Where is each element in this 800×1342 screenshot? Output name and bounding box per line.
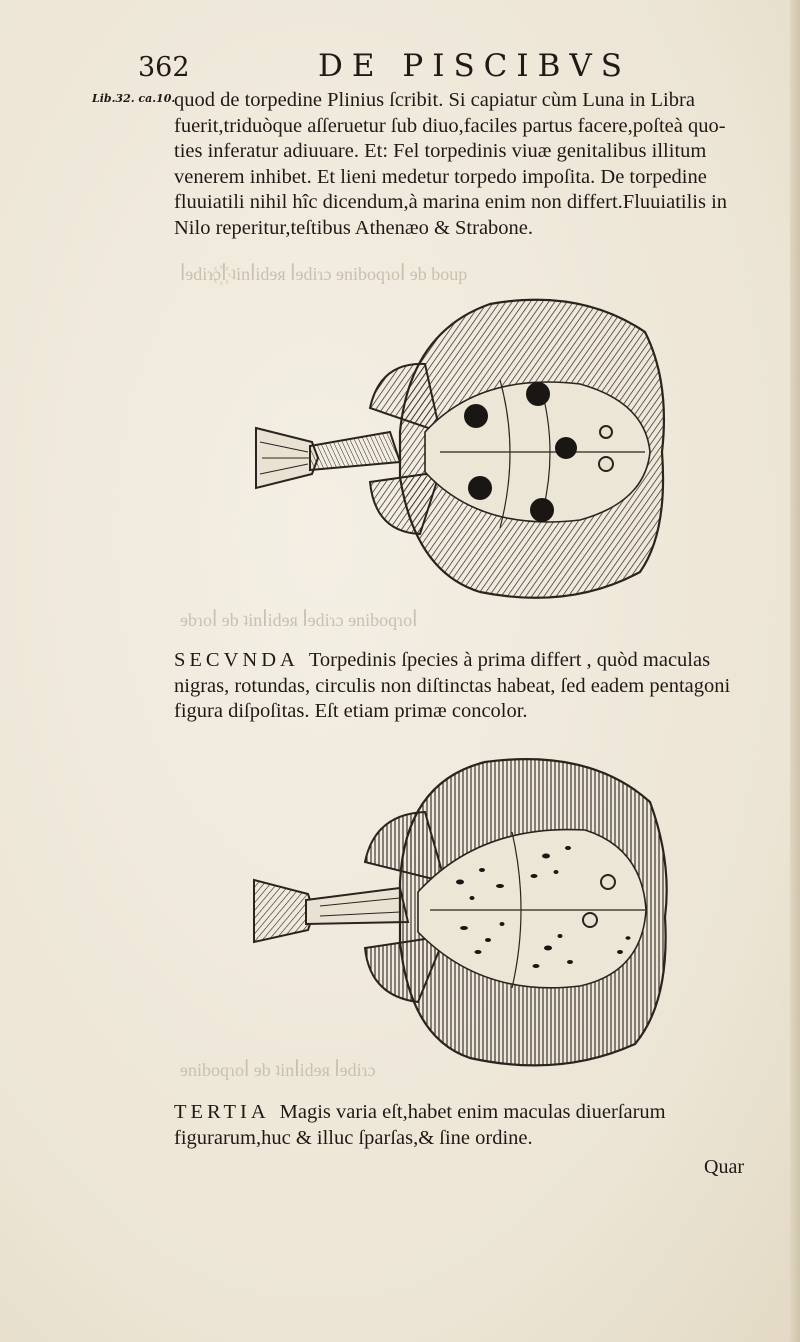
species-lead-tertia: TERTIA xyxy=(174,1101,270,1123)
margin-note: Lib.32. ca.10. xyxy=(92,92,176,105)
spot xyxy=(464,404,488,428)
woodcut-torpedo-secunda xyxy=(250,292,670,604)
paragraph-secunda xyxy=(174,648,764,725)
text-line: Nilo reperitur,teſtibus Athenæo & Strabone. xyxy=(174,216,534,239)
page-number: 362 xyxy=(138,52,190,83)
species-description: Torpedinis ſpecies à prima differt , quòd maculas nigras, rotundas, circulis non diſtinctas habeat, ſed eadem pentagoni figura diſpoſitas. Eſt etiam primæ concolor. xyxy=(174,649,731,722)
spot xyxy=(468,476,492,500)
text-line: ties inferatur adiuuare. Et: Fel torpedinis viuæ genitalibus illitum xyxy=(174,140,707,162)
bleed-through: ɘbɿoꟾ ɘb ʇinꟾidɘᴙ ꟾɘdiɿɔ ɘniboqɿoꟾ xyxy=(180,610,418,630)
paragraph-torpedo-uses xyxy=(174,88,759,241)
text-line: quod de torpedine Plinius ſcribit. Si capiatur cùm Luna in Libra xyxy=(174,89,695,111)
catchword: Quar xyxy=(704,1156,744,1178)
bleed-through: ɘniboqɿoꟾ ɘb ʇinꟾidɘᴙ ꟾɘdiɿɔ xyxy=(180,1060,376,1080)
species-lead-secunda: SECVNDA xyxy=(174,649,299,671)
woodcut-torpedo-tertia xyxy=(250,752,670,1070)
paragraph-tertia xyxy=(174,1100,764,1151)
text-line: venerem inhibet. Et lieni medetur torpedo impoſita. De torpedine xyxy=(174,165,707,188)
text-line: fuerit,triduòque aſſeruetur ſub diuo,faciles partus facere,poſteà quo- xyxy=(174,114,726,137)
spot xyxy=(526,382,550,406)
species-description: Magis varia eſt,habet enim maculas diuerſarum figurarum,huc & illuc ſparſas,& ſine ordine. xyxy=(174,1101,666,1149)
spot xyxy=(555,437,577,459)
running-title: DE PISCIBVS xyxy=(318,48,632,84)
page-header xyxy=(0,48,800,88)
spot xyxy=(530,498,554,522)
bleed-through: ꟾɘdiɿɔ꙰ꟾ ʇinꟾidɘᴙ ꟾɘdiɿɔ ɘniboqɿoꟾ ɘb boup xyxy=(180,264,468,284)
text-line: fluuiatili nihil hîc dicendum,à marina enim non differt.Fluuiatilis in xyxy=(174,191,728,213)
page-edge xyxy=(790,0,800,1342)
